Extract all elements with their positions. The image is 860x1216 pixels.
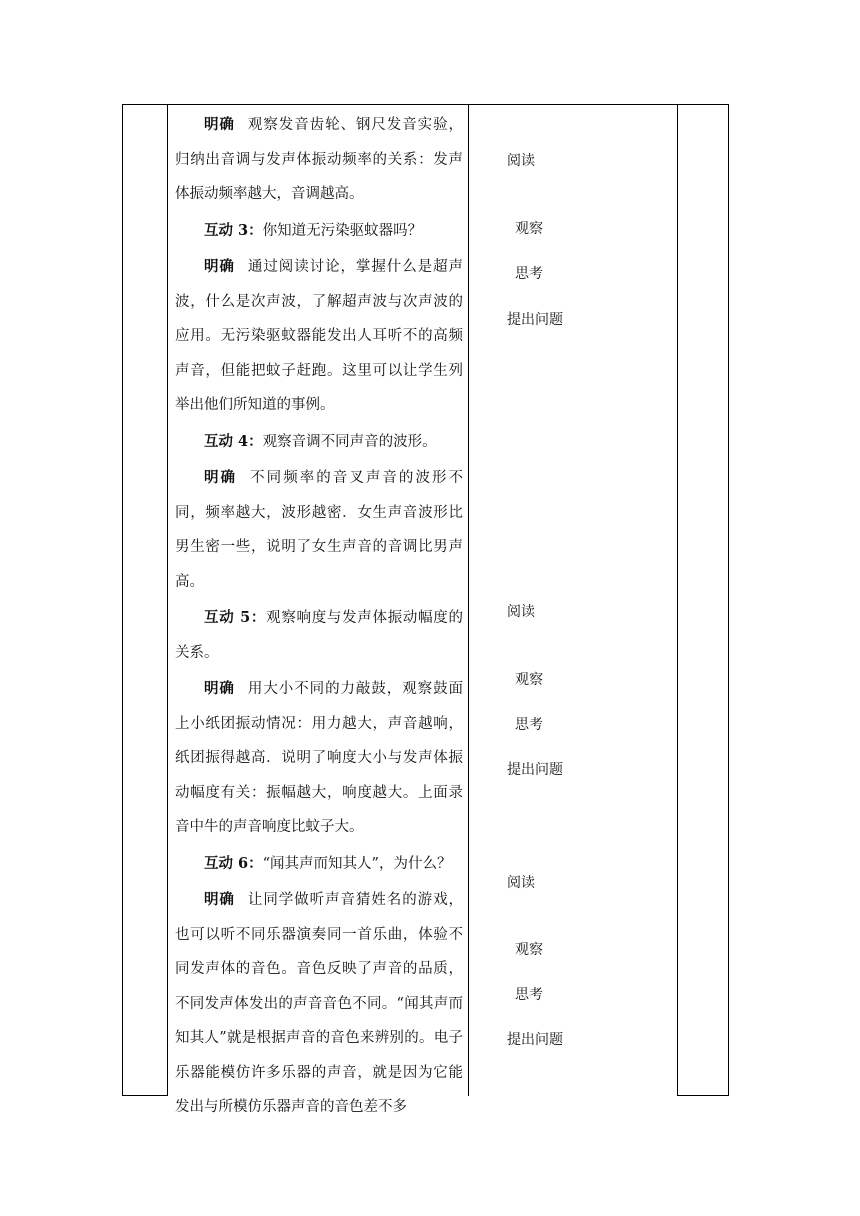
- activity-observe: 观察: [515, 672, 543, 688]
- paragraph-text: 通过阅读讨论，掌握什么是超声波，什么是次声波，了解超声波与次声波的应用。无污染驱蚊器能发出人耳听不的高频声音，但能把蚊子赶跑。这里可以让学生列举出他们所知道的事例。: [175, 259, 464, 413]
- table-col-line-4: [677, 104, 678, 1096]
- activity-observe: 观察: [515, 942, 543, 958]
- paragraph-9: [175, 883, 463, 1125]
- paragraph-lead: 互动 3：: [204, 221, 263, 239]
- table-bottom-border-left: [122, 1095, 168, 1096]
- table-bottom-border-right: [677, 1095, 729, 1096]
- activity-ask: 提出问题: [507, 312, 563, 328]
- activity-think: 思考: [515, 266, 543, 282]
- activity-think: 思考: [515, 717, 543, 733]
- paragraph-2: [175, 214, 463, 249]
- paragraph-text: 不同频率的音叉声音的波形不同，频率越大，波形越密．女生声音波形比男生密一些，说明了女生声音的音调比男声高。: [175, 470, 464, 590]
- activity-observe: 观察: [515, 221, 543, 237]
- activity-think: 思考: [515, 987, 543, 1003]
- paragraph-lead: 明确: [204, 680, 235, 697]
- table-col-line-5: [728, 104, 729, 1096]
- paragraph-text: 你知道无污染驱蚊器吗？: [262, 222, 423, 239]
- paragraph-text: 让同学做听声音猜姓名的游戏，也可以听不同乐器演奏同一首乐曲，体验不同发声体的音色。音色反映了声音的品质，不同发声体发出的声音音色不同。“闻其声而知其人”就是根据声音的音色来辨别的。电子乐器能模仿许多乐器的声音，就是因为它能发出与所模仿乐器声音的音色差不多: [175, 892, 464, 1115]
- paragraph-lead: 互动 5：: [204, 609, 267, 626]
- paragraph-8: [175, 847, 463, 882]
- table-top-border: [122, 104, 729, 105]
- paragraph-lead: 明确: [204, 469, 238, 486]
- paragraph-4: [175, 425, 463, 460]
- teaching-content: [175, 108, 463, 1127]
- activity-read: 阅读: [507, 604, 535, 620]
- activity-read: 阅读: [507, 875, 535, 891]
- paragraph-1: [175, 108, 463, 212]
- activity-ask: 提出问题: [507, 762, 563, 778]
- paragraph-7: [175, 672, 463, 845]
- paragraph-6: [175, 601, 463, 670]
- paragraph-text: 用大小不同的力敲鼓，观察鼓面上小纸团振动情况：用力越大，声音越响，纸团振得越高．说明了响度大小与发声体振动幅度有关：振幅越大，响度越大。上面录音中牛的声音响度比蚊子大。: [175, 681, 464, 835]
- table-col-line-3: [468, 104, 469, 1096]
- activity-ask: 提出问题: [507, 1032, 563, 1048]
- paragraph-lead: 互动 4：: [204, 432, 263, 450]
- paragraph-text: 观察响度与发声体振动幅度的关系。: [175, 610, 463, 661]
- paragraph-text: 观察发音齿轮、钢尺发音实验，归纳出音调与发声体振动频率的关系：发声体振动频率越大，音调越高。: [175, 117, 464, 202]
- paragraph-text: 观察音调不同声音的波形。: [262, 433, 437, 450]
- paragraph-lead: 明确: [204, 116, 235, 133]
- paragraph-3: [175, 250, 463, 423]
- activity-read: 阅读: [507, 153, 535, 169]
- table-col-line-1: [122, 104, 123, 1096]
- paragraph-lead: 明确: [204, 891, 235, 908]
- paragraph-lead: 互动 6：: [204, 854, 263, 872]
- table-col-line-2: [167, 104, 168, 1096]
- paragraph-5: [175, 461, 463, 599]
- paragraph-lead: 明确: [204, 258, 235, 275]
- paragraph-text: “闻其声而知其人”，为什么？: [262, 855, 452, 872]
